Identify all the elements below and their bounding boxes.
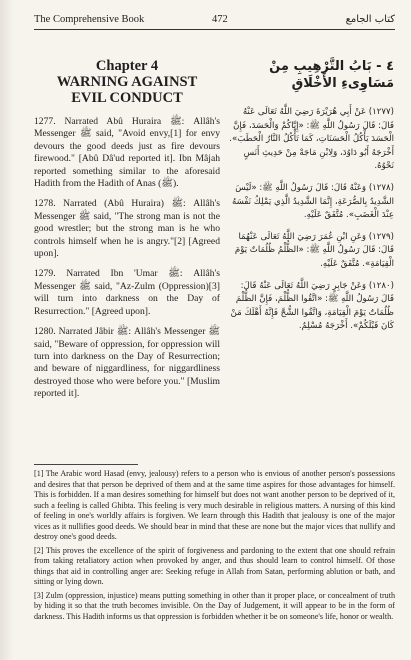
- chapter-heading-line1: WARNING AGAINST: [56, 74, 198, 90]
- page-gutter-shadow: [0, 0, 14, 660]
- hadith-1277-ar: (١٢٧٧) عَنْ أَبِي هُرَيْرَةَ رَضِيَ اللَّهُ تَعَالَى عَنْهُ قَالَ: قَالَ رَسُولُ اللَّهِ ﷺ: «إِيَّاكُمْ وَالْحَسَدَ، فَإِنَّ الْحَسَدَ يَأْكُلُ الْحَسَنَاتِ، كَمَا تَأْكُلُ النَّارُ الْحَطَبَ». أَخْرَجَهُ أَبُو دَاوُدَ، وَلِابْنِ مَاجَهْ مِنْ حَدِيثِ أَنَسٍ نَحْوُهُ.: [229, 107, 394, 172]
- footnote-1: [1] The Arabic word Hasad (envy, jealousy) refers to a person who is envious of another person's possessions and desires that that person be deprived of them and at the same time aspires for those advantages for himself. This is forbidden. If a man desires something for himself but does not want another person to be deprived of it, such a feeling is called Ghibta. This feeling is very much desirable in religious matters. A nursing of this kind of feeling in one's worldly affairs is forgiven. We learn through this Hadith that jealousy is one of the major vices as it nullifies good deeds. We should bear in mind that these are none but the major vices that nullify and destroy one's good deeds.: [34, 469, 395, 541]
- hadith-1278-en: 1278. Narrated (Abû Huraira) ﷺ: Allâh's Messenger ﷺ said, "The strong man is not the good wrestler; but the strong man is he who controls himself when he is angry."[2] [Agreed upon].: [34, 198, 220, 260]
- footnote-divider: [34, 464, 138, 465]
- book-title: The Comprehensive Book: [34, 14, 145, 25]
- arabic-column: [228, 56, 394, 342]
- arabic-chapter-title: ٤ - بَابُ التَّرْهِيبِ مِنْ مَسَاوِىءِ الأَخْلَاقِ: [269, 59, 394, 91]
- hadith-1279-ar: (١٢٧٩) وَعَنِ ابْنِ عُمَرَ رَضِيَ اللَّهُ تَعَالَى عَنْهُمَا قَالَ: قَالَ رَسُولُ اللَّهِ ﷺ: «الظُّلْمُ ظُلُمَاتٌ يَوْمَ الْقِيَامَةِ». مُتَّفَقٌ عَلَيْهِ.: [234, 231, 394, 269]
- running-header: [34, 13, 395, 30]
- footnote-2: [2] This proves the excellence of the spirit of forgiveness and pardoning to the extent that one should refrain from taking retaliatory action when provoked by anger, and thus should learn to control himself. Of those things that aid in controlling anger are: Seeking refuge in Allah from Satan, performing ablution or bath, and sitting or lying down.: [34, 545, 395, 586]
- hadith-1279-en: 1279. Narrated Ibn 'Umar ﷺ: Allâh's Messenger ﷺ said, "Az-Zulm (Oppression)[3] will turn into darkness on the Day of Resurrection." [Agreed upon].: [34, 268, 220, 317]
- book-title-arabic: كتاب الجامع: [345, 14, 395, 25]
- hadith-1280-en: 1280. Narrated Jâbir ﷺ: Allâh's Messenger ﷺ said, "Beware of oppression, for oppression will turn into darkness on the Day of Resurrection; and beware of niggardliness, for niggardliness destroyed those who were before you." [Muslim reported it].: [34, 326, 220, 400]
- footnote-3: [3] Zulm (oppression, injustice) means putting something in other than it proper place, or concealment of truth by hiding it so that the truth becomes invisible. On the Day of Judgement, it will appear to be in the form of darkness. This Hadith informs us that oppression is forbidden whether it be on someone's life, honor or wealth.: [34, 590, 395, 621]
- english-column: [34, 58, 220, 409]
- footnotes: [34, 464, 395, 625]
- chapter-number: Chapter 4: [95, 58, 159, 74]
- chapter-title: [34, 58, 220, 106]
- hadith-1277-en: 1277. Narrated Abû Huraira ﷺ: Allâh's Messenger ﷺ said, "Avoid envy,[1] for envy devours the good deeds just as fire devours firewood." [Abû Dâ'ud reported it]. Ibn Mâjah reported something similar to the aforesaid Hadith from the Hadith of Anas (ﷺ).: [34, 116, 221, 190]
- hadith-1280-ar: (١٢٨٠) وَعَنْ جَابِرٍ رَضِيَ اللَّهُ تَعَالَى عَنْهُ قَالَ: قَالَ رَسُولُ اللَّهِ ﷺ: «اتَّقُوا الظُّلْمَ، فَإِنَّ الظُّلْمَ ظُلُمَاتٌ يَوْمَ الْقِيَامَةِ، وَاتَّقُوا الشُّحَّ فَإِنَّهُ أَهْلَكَ مَنْ كَانَ قَبْلَكُمْ». أَخْرَجَهُ مُسْلِمٌ.: [230, 280, 394, 332]
- hadith-1278-ar: (١٢٧٨) وَعَنْهُ قَالَ: قَالَ رَسُولُ اللَّهِ ﷺ: «لَيْسَ الشَّدِيدُ بِالصُّرَعَةِ، إِنَّمَا الشَّدِيدُ الَّذِي يَمْلِكُ نَفْسَهُ عِنْدَ الْغَضَبِ». مُتَّفَقٌ عَلَيْهِ.: [232, 182, 394, 221]
- page-number: 472: [212, 14, 228, 25]
- chapter-heading-line2: EVIL CONDUCT: [71, 90, 183, 106]
